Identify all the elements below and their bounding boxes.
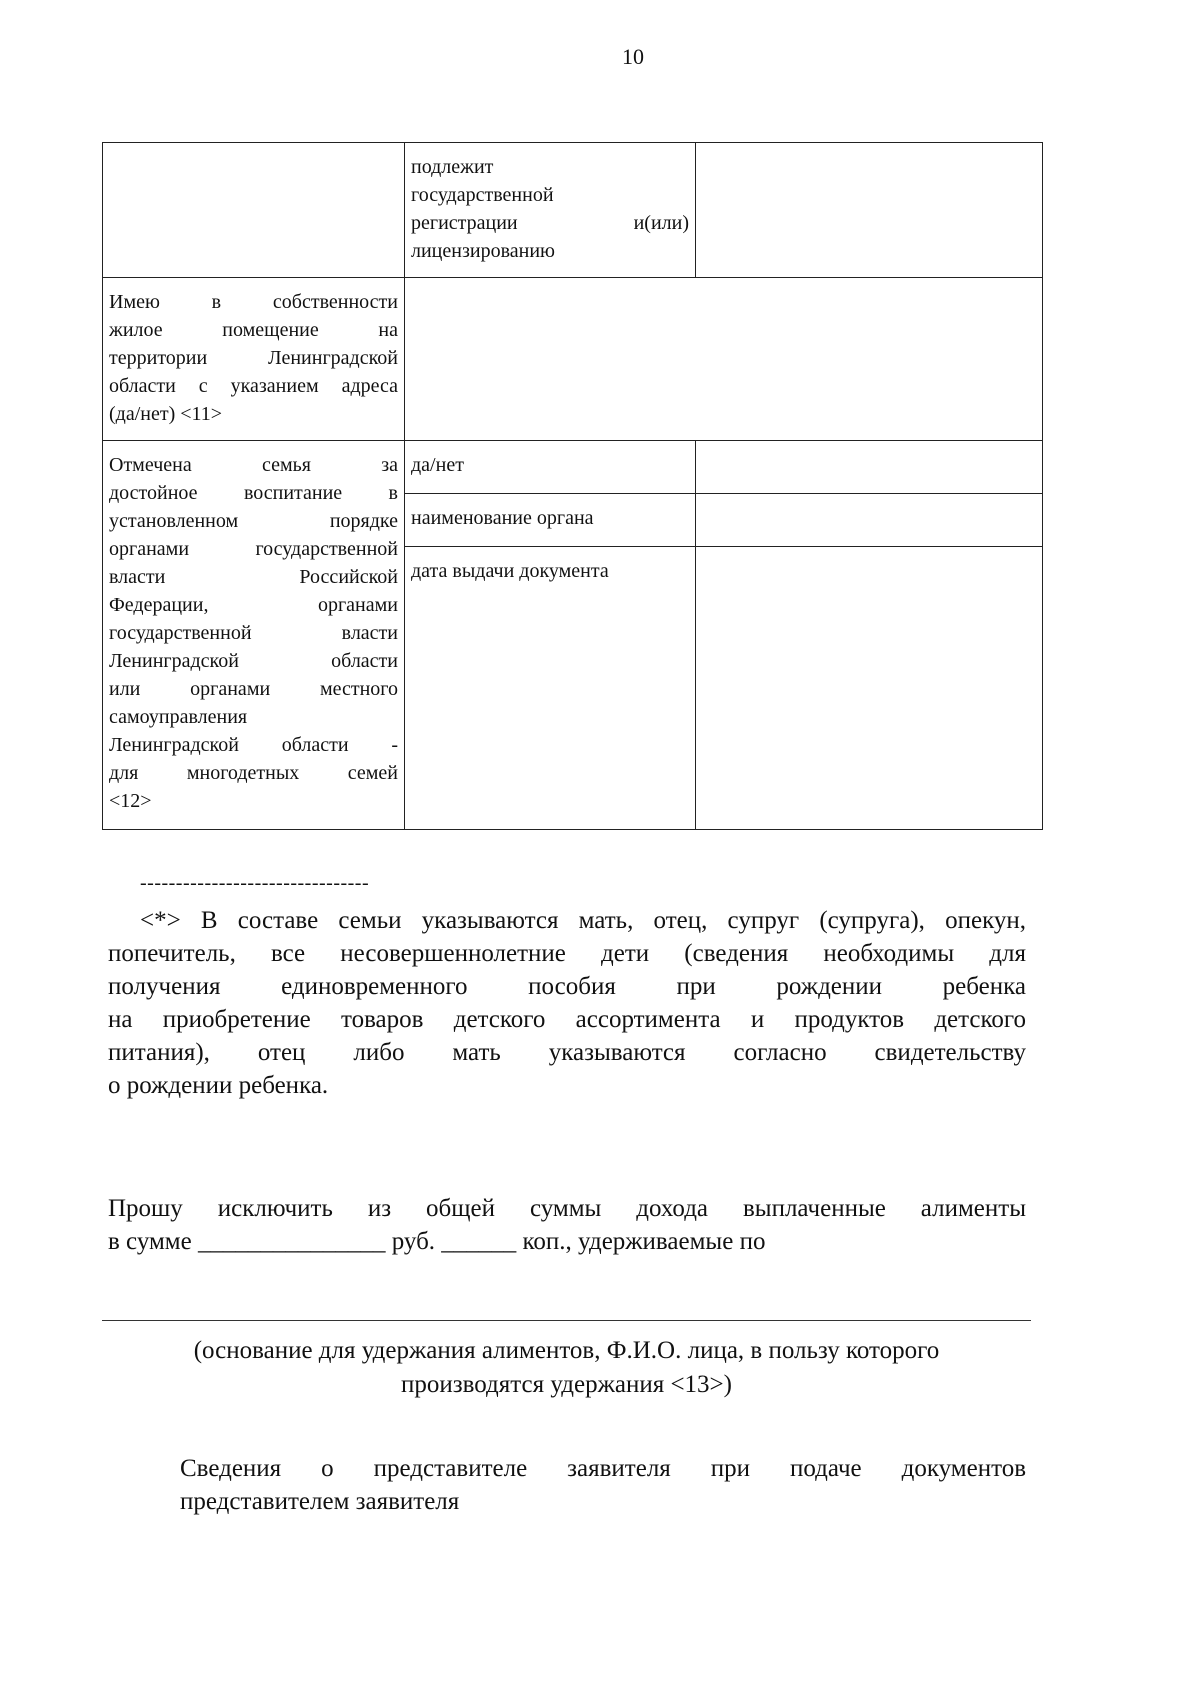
request-line[interactable]: в сумме _______________ руб. ______ коп., удерживаемые по (108, 1228, 766, 1255)
cell-text-line: регистрации и(или) (411, 212, 689, 234)
cell-text-line: жилое помещение на (109, 319, 398, 341)
cell-text-line: самоуправления (109, 706, 248, 728)
basis-caption-line: (основание для удержания алиментов, Ф.И.О. лица, в пользу которого (193, 1337, 940, 1364)
authority-name-label: наименование органа (405, 494, 696, 547)
cell-text-line: Ленинградской области (109, 650, 398, 672)
table-row (103, 441, 1043, 494)
cell-text-line: государственной власти (109, 622, 398, 644)
cell-text-line: лицензированию (411, 240, 555, 262)
footnote-line: попечитель, все несовершеннолетние дети (сведения необходимы для (108, 940, 1026, 967)
cell-text-line: территории Ленинградской (109, 347, 398, 369)
page-number: 10 (622, 44, 644, 69)
alimony-request (108, 1192, 1026, 1258)
basis-input-line[interactable] (102, 1320, 1031, 1321)
footnote-line: о рождении ребенка. (108, 1072, 329, 1099)
cell-text-line: Федерации, органами (109, 594, 398, 616)
authority-name-value[interactable] (696, 494, 1043, 547)
document-date-value[interactable] (696, 547, 1043, 830)
footnote-line: получения единовременного пособия при рождении ребенка (108, 973, 1026, 1000)
footnote-line: <*> В составе семьи указываются мать, отец, супруг (супруга), опекун, (140, 907, 1026, 934)
footnote-line: на приобретение товаров детского ассортимента и продуктов детского (108, 1006, 1026, 1033)
cell-text-line: власти Российской (109, 566, 398, 588)
cell-text-line: области с указанием адреса (109, 375, 398, 397)
empty-cell (696, 143, 1043, 278)
footnote (108, 904, 1026, 1102)
table-row (103, 143, 1043, 278)
property-ownership-value[interactable] (405, 278, 1043, 441)
cell-text-line: (да/нет) <11> (109, 403, 223, 425)
property-ownership-label (103, 278, 405, 441)
cell-text-line: достойное воспитание в (109, 482, 398, 504)
yes-no-value[interactable] (696, 441, 1043, 494)
basis-caption (102, 1334, 1031, 1402)
cell-text-line: <12> (109, 790, 152, 812)
family-award-label (103, 441, 405, 830)
cell-text-line: или органами местного (109, 678, 398, 700)
cell-text-line: подлежит (411, 156, 494, 178)
form-table (102, 142, 1043, 830)
representative-line: Сведения о представителе заявителя при подаче документов (180, 1455, 1026, 1482)
table-row (103, 278, 1043, 441)
footnote-separator: -------------------------------- (140, 872, 370, 894)
document-date-label: дата выдачи документа (405, 547, 696, 830)
cell-text-line: Отмечена семья за (109, 454, 398, 476)
footnote-line: питания), отец либо мать указываются согласно свидетельству (108, 1039, 1026, 1066)
cell-text-line: Имею в собственности (109, 291, 398, 313)
cell-text-line: установленном порядке (109, 510, 398, 532)
registration-cell (405, 143, 696, 278)
yes-no-label: да/нет (405, 441, 696, 494)
cell-text-line: для многодетных семей (109, 762, 398, 784)
representative-line: представителем заявителя (180, 1488, 460, 1515)
empty-cell (103, 143, 405, 278)
cell-text-line: Ленинградской области - (109, 734, 398, 756)
basis-caption-line: производятся удержания <13>) (401, 1371, 732, 1398)
cell-text-line: органами государственной (109, 538, 398, 560)
cell-text-line: государственной (411, 184, 554, 206)
request-line: Прошу исключить из общей суммы дохода выплаченные алименты (108, 1195, 1026, 1222)
representative-info-heading (180, 1452, 1026, 1518)
